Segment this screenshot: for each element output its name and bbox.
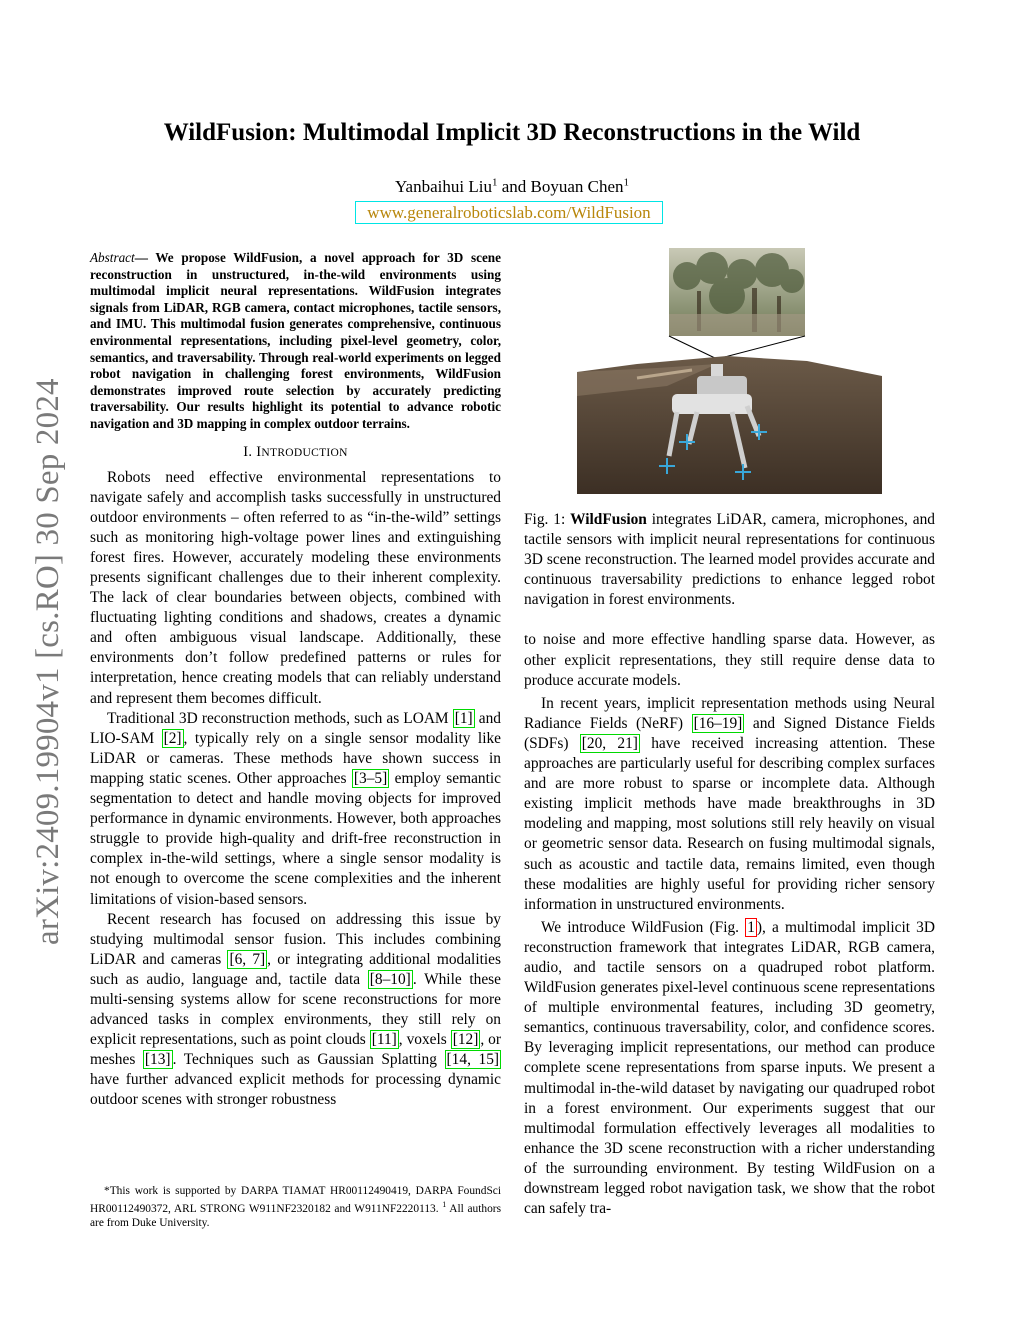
- text-run: We introduce WildFusion (Fig.: [541, 918, 746, 936]
- citation-link[interactable]: [8–10]: [369, 970, 411, 988]
- right-paragraph-1: to noise and more effective handling sparse data. However, as other explicit representations, they still require dense data to produce accurate models.: [524, 631, 935, 689]
- text-run: . Techniques such as Gaussian Splatting: [172, 1051, 445, 1069]
- text-run: , or meshes: [90, 1031, 501, 1069]
- affiliation-mark: 1: [491, 176, 498, 189]
- robot-forest-illustration: [577, 246, 882, 496]
- text-run: , typically rely on a single sensor modality like LiDAR or cameras. These methods have shown success in mapping static scenes. Other approaches: [90, 729, 501, 787]
- text-run: . While these multi-sensing systems allow for scene reconstructions for more advanced tasks in complex environments, they still rely on explicit representations, such as point clouds: [90, 970, 501, 1049]
- figure-caption-bold: WildFusion: [570, 511, 647, 528]
- text-run: and LIO-SAM: [90, 709, 501, 747]
- footnote-affiliation: All authors are from Duke University.: [90, 1203, 502, 1230]
- citation-link[interactable]: [11]: [371, 1031, 397, 1049]
- project-website-link[interactable]: www.generalroboticslab.com/WildFusion: [355, 201, 663, 224]
- author-conjunction: and: [501, 177, 527, 196]
- paper-title: WildFusion: Multimodal Implicit 3D Reconstructions in the Wild: [163, 119, 861, 146]
- author-name: Yanbaihui Liu: [394, 177, 492, 196]
- left-column: [90, 250, 501, 1111]
- footnote: [90, 1184, 501, 1230]
- citation-link[interactable]: [1]: [454, 709, 473, 727]
- text-run: and Signed Distance Fields (SDFs): [524, 714, 935, 752]
- right-paragraph-2: [524, 694, 935, 915]
- text-run: , voxels: [398, 1031, 451, 1049]
- right-paragraph-3: [524, 918, 935, 1219]
- text-run: Recent research has focused on addressing this issue by studying multimodal sensor fusion. This includes combining LiDAR and cameras: [90, 910, 501, 968]
- author-line: [80, 176, 944, 198]
- affiliation-mark: 1: [623, 176, 630, 189]
- figure-1-image: [577, 246, 882, 496]
- text-run: employ semantic segmentation to detect and handle moving objects for improved performance in dynamic environments. However, both approaches struggle to provide high-quality and drift-free reconstruction in complex in-the-wild settings, where a single sensor modality is not enough to overcome the scene complexities and the inherent limitations of vision-based sensors.: [90, 769, 502, 908]
- abstract: [90, 250, 501, 433]
- footnote-text: *This work is supported by DARPA TIAMAT HR00112490419, DARPA FoundSci HR00112490372, ARL STRONG W911NF2320182 and W911NF2220113.: [90, 1185, 501, 1215]
- figure-reference-link[interactable]: 1: [747, 918, 755, 936]
- intro-paragraph-1: Robots need effective environmental representations to navigate safely and accomplish tasks successfully in unstructured outdoor environments – often referred to as “in-the-wild” settings such as monitoring high-voltage power lines and extinguishing forest fires. However, accurately modeling these environments presents significant challenges due to their inherent complexity. The lack of clear boundaries between objects, combined with fluctuating lighting conditions and shadows, creates a dynamic and often ambiguous visual landscape. Additionally, these environments don’t follow predefined patterns or rules for interpretation, hence creating models that can reliably understand and represent them becomes difficult.: [90, 468, 501, 707]
- citation-link[interactable]: [16–19]: [693, 714, 743, 732]
- text-run: have received increasing attention. These approaches are particularly useful for describing complex surfaces and are more robust to sparse or incomplete data. Although existing implicit methods have made breakthroughs in 3D modeling and mapping, most solutions still rely heavily on visual or geometric sensor data. Research on fusing multimodal signals, such as acoustic and tactile data, remains limited, even though these modalities are highly useful for providing richer sensory information in unstructured environments.: [524, 734, 935, 913]
- abstract-label: Abstract: [90, 250, 135, 265]
- text-run: In recent years, implicit representation methods using Neural Radiance Fields (NeRF): [524, 694, 935, 732]
- abstract-dash: —: [134, 250, 148, 265]
- citation-link[interactable]: [2]: [163, 729, 182, 747]
- text-run: , or integrating additional modalities such as audio, language and, tactile data: [90, 950, 501, 988]
- figure-1-caption: [524, 510, 935, 610]
- section-title-initial: I: [256, 443, 262, 460]
- right-column: [524, 510, 935, 1219]
- intro-paragraph-3: [90, 910, 501, 1111]
- text-run: Traditional 3D reconstruction methods, such as LOAM: [107, 709, 453, 727]
- text-run: have further advanced explicit methods for processing dynamic outdoor scenes with stronger robustness: [90, 1071, 501, 1109]
- section-title-rest: NTRODUCTION: [261, 446, 348, 459]
- abstract-text: We propose WildFusion, a novel approach for 3D scene reconstruction in unstructured, in-the-wild environments using multimodal implicit neural representations. WildFusion integrates signals from LiDAR, RGB camera, contact microphones, tactile sensors, and IMU. This multimodal fusion generates comprehensive, continuous environmental representations, including pixel-level geometry, color, semantics, and traversability. Through real-world experiments on legged robot navigation in challenging forest environments, WildFusion demonstrates improved route selection by accurately predicting traversability. Our results highlight its potential to advance robotic navigation and 3D mapping in complex outdoor terrains.: [90, 250, 501, 431]
- text-run: ), a multimodal implicit 3D reconstruction framework that integrates LiDAR, RGB camera, audio, and tactile sensors on a quadruped robot platform. WildFusion generates pixel-level continuous scene representations of multiple environmental features, including 3D geometry, semantics, continuous traversability, color, and confidence scores. By leveraging implicit representations, our method can produce complete scene representations from sparse inputs. We present a multimodal in-the-wild dataset by navigating our quadruped robot in a forest environment. Our experiments suggest that our multimodal formulation effectively leverages all modalities to enhance the 3D scene reconstruction with a richer understanding of the surrounding environment. By testing WildFusion on a downstream legged robot navigation task, we show that the robot can safely tra-: [524, 918, 935, 1218]
- citation-link[interactable]: [14, 15]: [446, 1051, 500, 1069]
- section-heading-introduction: [90, 444, 501, 461]
- arxiv-identifier: arXiv:2409.19904v1 [cs.RO] 30 Sep 2024: [30, 378, 66, 945]
- citation-link[interactable]: [13]: [144, 1051, 171, 1069]
- figure-caption-text: integrates LiDAR, camera, microphones, and tactile sensors with implicit neural representations for continuous 3D scene reconstruction. The learned model provides accurate and continuous traversability predictions to enhance legged robot navigation in forest environments.: [524, 511, 935, 609]
- figure-label: Fig. 1:: [524, 511, 566, 528]
- author-name: Boyuan Chen: [530, 177, 624, 196]
- intro-paragraph-2: [90, 709, 501, 910]
- citation-link[interactable]: [6, 7]: [229, 950, 266, 968]
- citation-link[interactable]: [3–5]: [353, 769, 388, 787]
- citation-link[interactable]: [12]: [452, 1031, 479, 1049]
- section-number: I.: [243, 443, 253, 460]
- citation-link[interactable]: [20, 21]: [581, 734, 638, 752]
- affiliation-mark: 1: [442, 1200, 447, 1210]
